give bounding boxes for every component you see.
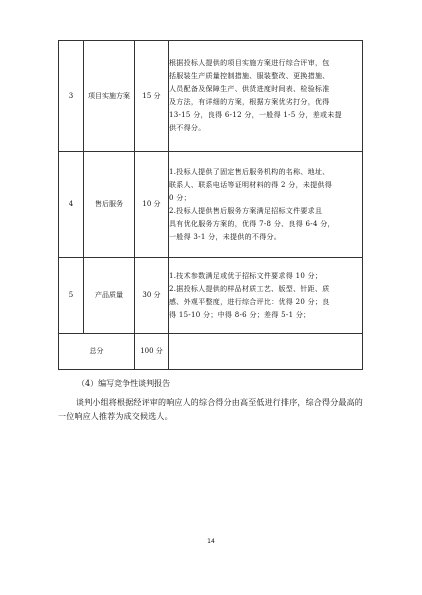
standard-line: 人员配备及保障生产、供货进度时间表、检验标准: [169, 85, 330, 93]
row-score: 30 分: [135, 258, 169, 334]
standard-line: 供不得分。: [169, 124, 206, 132]
row-item: 售后服务: [84, 152, 135, 258]
standard-line: 及方法，有详细的方案，根据方案优劣打分，优得: [169, 98, 330, 106]
row-score: 15 分: [135, 41, 169, 152]
total-row: [59, 334, 363, 370]
standard-line: 1.投标人提供了固定售后服务机构的名称、地址、: [169, 167, 330, 176]
body-paragraph: 谈判小组将根据经评审的响应人的综合得分由高至低进行排序，综合得分最高的一位响应人推荐为成交候选人。: [58, 398, 363, 421]
standard-line: 2.投标人提供售后服务方案满足招标文件要求且: [169, 206, 323, 215]
row-number: 4: [59, 152, 84, 258]
total-label: 总分: [59, 334, 135, 370]
row-standard: [169, 258, 363, 334]
standard-line: 根据投标人提供的项目实施方案进行综合评审，包: [169, 59, 330, 67]
scoring-table: [58, 40, 363, 370]
row-item: 项目实施方案: [84, 41, 135, 152]
standard-line: 感、外观平整度，进行综合评比：优得 20 分；良: [169, 297, 330, 306]
standard-line: 2.据投标人提供的样品材质工艺、版型、针距、质: [169, 284, 330, 293]
row-score: 10 分: [135, 152, 169, 258]
standard-line: 联系人、联系电话等证明材料的得 2 分，未提供得: [169, 180, 333, 189]
standard-line: 1.技术参数满足或优于招标文件要求得 10 分；: [169, 271, 323, 280]
total-score: 100 分: [135, 334, 169, 370]
page-number: 14: [207, 538, 215, 545]
row-number: 5: [59, 258, 84, 334]
table-row: [59, 258, 363, 334]
standard-line: 得 15-10 分；中得 8-6 分；差得 5-1 分；: [169, 310, 311, 319]
row-standard: [169, 152, 363, 258]
standard-line: 括服装生产质量控制措施、服装整改、更换措施、: [169, 72, 330, 80]
standard-line: 0 分；: [169, 193, 191, 202]
table-row: [59, 152, 363, 258]
table-row: [59, 41, 363, 152]
total-empty-cell: [169, 334, 363, 370]
row-number: 3: [59, 41, 84, 152]
standard-line: 一般得 3-1 分，未提供的不得分。: [169, 232, 282, 241]
section-heading: （4）编写竞争性谈判报告: [77, 379, 171, 388]
row-item: 产品质量: [84, 258, 135, 334]
standard-line: 具有优化服务方案的，优得 7-8 分、良得 6-4 分，: [169, 219, 335, 228]
standard-line: 13-15 分，良得 6-12 分，一般得 1-5 分，差或未提: [169, 111, 342, 119]
row-standard: [169, 41, 363, 152]
